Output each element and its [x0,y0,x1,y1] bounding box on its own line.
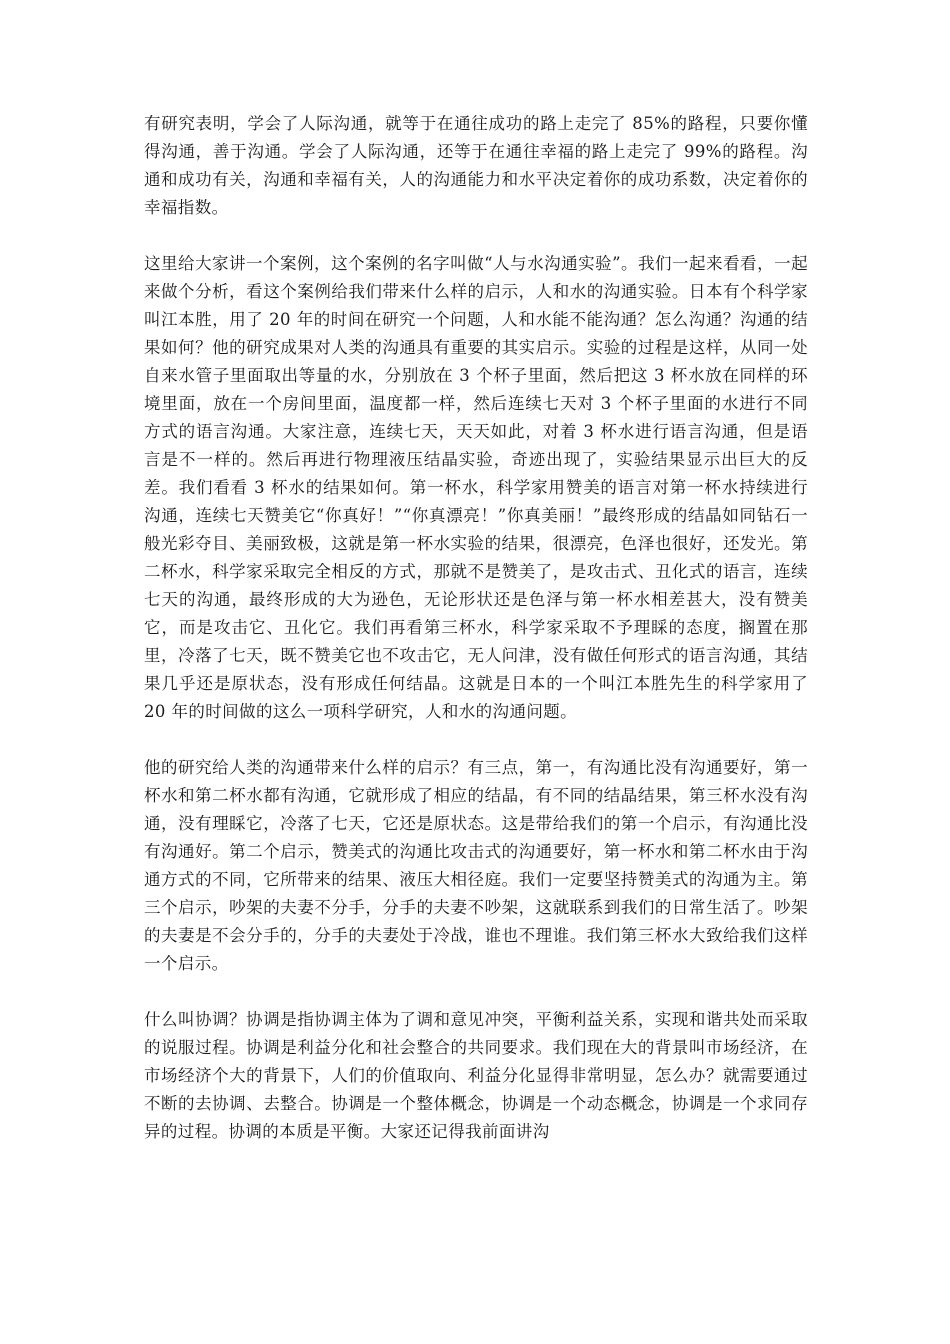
paragraph-2: 这里给大家讲一个案例，这个案例的名字叫做“人与水沟通实验”。我们一起来看看，一起来做个分析，看这个案例给我们带来什么样的启示，人和水的沟通实验。日本有个科学家叫江本胜，用了 20 年的时间在研究一个问题，人和水能不能沟通？怎么沟通？沟通的结果如何？他的研究成果对人类的沟通具有重要的其实启示。实验的过程是这样，从同一处自来水管子里面取出等量的水，分别放在 3 个杯子里面，然后把这 3 杯水放在同样的环境里面，放在一个房间里面，温度都一样，然后连续七天对 3 个杯子里面的水进行不同方式的语言沟通。大家注意，连续七天，天天如此，对着 3 杯水进行语言沟通，但是语言是不一样的。然后再进行物理液压结晶实验，奇迹出现了，实验结果显示出巨大的反差。我们看看 3 杯水的结果如何。第一杯水，科学家用赞美的语言对第一杯水持续进行沟通，连续七天赞美它“你真好！”“你真漂亮！”你真美丽！”最终形成的结晶如同钻石一般光彩夺目、美丽致极，这就是第一杯水实验的结果，很漂亮，色泽也很好，还发光。第二杯水，科学家采取完全相反的方式，那就不是赞美了，是攻击式、丑化式的语言，连续七天的沟通，最终形成的大为逊色，无论形状还是色泽与第一杯水相差甚大，没有赞美它，而是攻击它、丑化它。我们再看第三杯水，科学家采取不予理睬的态度，搁置在那里，冷落了七天，既不赞美它也不攻击它，无人问津，没有做任何形式的语言沟通，其结果几乎还是原状态，没有形成任何结晶。这就是日本的一个叫江本胜先生的科学家用了 20 年的时间做的这么一项科学研究，人和水的沟通问题。 [144,254,808,721]
paragraph-4: 什么叫协调？协调是指协调主体为了调和意见冲突，平衡利益关系，实现和谐共处而采取的说服过程。协调是利益分化和社会整合的共同要求。我们现在大的背景叫市场经济，在市场经济个大的背景下，人们的价值取向、利益分化显得非常明显，怎么办？就需要通过不断的去协调、去整合。协调是一个整体概念，协调是一个动态概念，协调是一个求同存异的过程。协调的本质是平衡。大家还记得我前面讲沟 [144,1010,808,1141]
document-page [144,110,808,1174]
paragraph-1: 有研究表明，学会了人际沟通，就等于在通往成功的路上走完了 85%的路程，只要你懂得沟通，善于沟通。学会了人际沟通，还等于在通往幸福的路上走完了 99%的路程。沟通和成功有关，沟通和幸福有关，人的沟通能力和水平决定着你的成功系数，决定着你的幸福指数。 [144,114,808,217]
paragraph-3: 他的研究给人类的沟通带来什么样的启示？有三点，第一，有沟通比没有沟通要好，第一杯水和第二杯水都有沟通，它就形成了相应的结晶，有不同的结晶结果，第三杯水没有沟通，没有理睬它，冷落了七天，它还是原状态。这是带给我们的第一个启示，有沟通比没有沟通好。第二个启示，赞美式的沟通比攻击式的沟通要好，第一杯水和第二杯水由于沟通方式的不同，它所带来的结果、液压大相径庭。我们一定要坚持赞美式的沟通为主。第三个启示，吵架的夫妻不分手，分手的夫妻不吵架，这就联系到我们的日常生活了。吵架的夫妻是不会分手的，分手的夫妻处于冷战，谁也不理谁。我们第三杯水大致给我们这样一个启示。 [144,758,808,973]
